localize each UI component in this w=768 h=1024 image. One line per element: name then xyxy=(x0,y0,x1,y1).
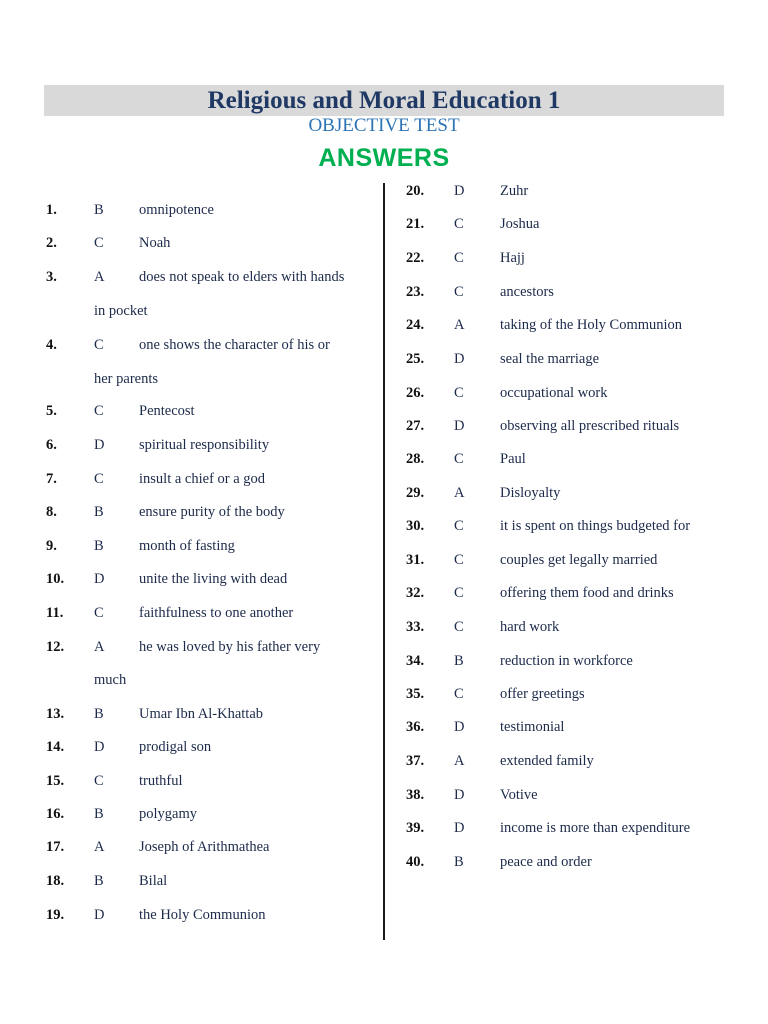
answer-text: income is more than expenditure xyxy=(500,820,691,836)
answer-number: 31. xyxy=(406,552,425,568)
answer-letter: B xyxy=(454,854,464,870)
answer-number: 3. xyxy=(46,269,57,285)
answer-letter: C xyxy=(94,605,104,621)
answer-letter: D xyxy=(454,183,465,199)
answer-number: 20. xyxy=(406,183,425,199)
answer-letter: C xyxy=(94,235,104,251)
answer-text-continuation: in pocket xyxy=(94,303,148,319)
answer-number: 4. xyxy=(46,337,57,353)
answer-text: polygamy xyxy=(139,806,197,822)
answer-number: 17. xyxy=(46,839,65,855)
answer-number: 10. xyxy=(46,571,65,587)
answer-text: offer greetings xyxy=(500,686,585,702)
answer-number: 33. xyxy=(406,619,425,635)
answer-number: 36. xyxy=(406,719,425,735)
answer-number: 29. xyxy=(406,485,425,501)
answer-number: 1. xyxy=(46,202,57,218)
answer-letter: C xyxy=(454,451,464,467)
answer-number: 37. xyxy=(406,753,425,769)
answer-text: month of fasting xyxy=(139,538,235,554)
answer-text: Pentecost xyxy=(139,403,195,419)
answer-number: 21. xyxy=(406,216,425,232)
answer-text: Joseph of Arithmathea xyxy=(139,839,270,855)
answer-letter: C xyxy=(94,337,104,353)
answer-number: 35. xyxy=(406,686,425,702)
title-bar xyxy=(44,85,724,116)
answer-number: 7. xyxy=(46,471,57,487)
answer-number: 12. xyxy=(46,639,65,655)
answer-letter: A xyxy=(94,639,105,655)
answer-text: offering them food and drinks xyxy=(500,585,674,601)
answer-number: 18. xyxy=(46,873,65,889)
answer-text: Disloyalty xyxy=(500,485,561,501)
answer-text: he was loved by his father very xyxy=(139,639,321,655)
answer-text: ensure purity of the body xyxy=(139,504,285,520)
answer-text: truthful xyxy=(139,773,183,789)
answer-number: 23. xyxy=(406,284,425,300)
answer-text: Hajj xyxy=(500,250,525,266)
answer-text: Votive xyxy=(500,787,538,803)
answer-letter: B xyxy=(94,706,104,722)
answer-letter: D xyxy=(94,571,105,587)
answer-text: prodigal son xyxy=(139,739,212,755)
answer-text: Bilal xyxy=(139,873,168,889)
answer-number: 8. xyxy=(46,504,57,520)
answer-text: insult a chief or a god xyxy=(139,471,266,487)
answer-letter: C xyxy=(454,284,464,300)
answer-letter: C xyxy=(454,250,464,266)
answer-letter: A xyxy=(454,485,465,501)
answer-text: ancestors xyxy=(500,284,554,300)
answer-number: 13. xyxy=(46,706,65,722)
answer-text: observing all prescribed rituals xyxy=(500,418,680,434)
answer-text: Umar Ibn Al-Khattab xyxy=(139,706,264,722)
answer-number: 34. xyxy=(406,653,425,669)
answer-letter: C xyxy=(454,552,464,568)
answer-letter: D xyxy=(454,719,465,735)
answer-text: Joshua xyxy=(500,216,540,232)
answer-text: extended family xyxy=(500,753,594,769)
answer-number: 9. xyxy=(46,538,57,554)
answer-number: 5. xyxy=(46,403,57,419)
answer-letter: B xyxy=(94,538,104,554)
answer-number: 22. xyxy=(406,250,425,266)
answer-letter: A xyxy=(94,839,105,855)
answer-number: 32. xyxy=(406,585,425,601)
answer-number: 2. xyxy=(46,235,57,251)
answer-number: 30. xyxy=(406,518,425,534)
answer-letter: D xyxy=(94,437,105,453)
answer-number: 11. xyxy=(46,605,64,621)
answer-letter: D xyxy=(94,907,105,923)
answer-text: peace and order xyxy=(500,854,592,870)
answer-text: faithfulness to one another xyxy=(139,605,294,621)
answer-number: 25. xyxy=(406,351,425,367)
answer-number: 16. xyxy=(46,806,65,822)
answer-letter: A xyxy=(94,269,105,285)
answer-text-continuation: her parents xyxy=(94,371,159,387)
answer-text: couples get legally married xyxy=(500,552,658,568)
answer-text: reduction in workforce xyxy=(500,653,633,669)
answer-text-continuation: much xyxy=(94,672,127,688)
answer-number: 6. xyxy=(46,437,57,453)
answer-letter: B xyxy=(454,653,464,669)
answer-text: taking of the Holy Communion xyxy=(500,317,683,333)
answer-text: seal the marriage xyxy=(500,351,600,367)
answer-text: Zuhr xyxy=(500,183,529,199)
answer-text: Paul xyxy=(500,451,526,467)
answer-text: the Holy Communion xyxy=(139,907,266,923)
answer-number: 15. xyxy=(46,773,65,789)
answer-text: Noah xyxy=(139,235,171,251)
answer-letter: A xyxy=(454,317,465,333)
answer-letter: D xyxy=(94,739,105,755)
answer-letter: D xyxy=(454,351,465,367)
answer-letter: D xyxy=(454,787,465,803)
answer-letter: C xyxy=(454,619,464,635)
answer-number: 24. xyxy=(406,317,425,333)
answer-number: 28. xyxy=(406,451,425,467)
answer-number: 38. xyxy=(406,787,425,803)
answer-letter: B xyxy=(94,873,104,889)
answer-text: it is spent on things budgeted for xyxy=(500,518,691,534)
answer-letter: B xyxy=(94,504,104,520)
answer-letter: C xyxy=(454,385,464,401)
answer-letter: B xyxy=(94,806,104,822)
answer-letter: C xyxy=(94,471,104,487)
answer-letter: C xyxy=(94,403,104,419)
answer-letter: D xyxy=(454,418,465,434)
column-divider xyxy=(383,183,385,940)
answer-number: 14. xyxy=(46,739,65,755)
answer-text: does not speak to elders with hands xyxy=(139,269,345,285)
answer-text: occupational work xyxy=(500,385,608,401)
answer-letter: C xyxy=(454,216,464,232)
document-subtitle: OBJECTIVE TEST xyxy=(308,115,460,136)
answer-letter: C xyxy=(94,773,104,789)
answer-letter: C xyxy=(454,686,464,702)
answer-number: 19. xyxy=(46,907,65,923)
answer-letter: A xyxy=(454,753,465,769)
answer-letter: B xyxy=(94,202,104,218)
answer-text: hard work xyxy=(500,619,560,635)
answer-number: 39. xyxy=(406,820,425,836)
answer-text: one shows the character of his or xyxy=(139,337,330,353)
answer-letter: C xyxy=(454,518,464,534)
answer-text: spiritual responsibility xyxy=(139,437,270,453)
answer-number: 26. xyxy=(406,385,425,401)
answers-heading: ANSWERS xyxy=(318,144,450,172)
answer-letter: D xyxy=(454,820,465,836)
answer-number: 40. xyxy=(406,854,425,870)
answer-text: omnipotence xyxy=(139,202,214,218)
answer-number: 27. xyxy=(406,418,425,434)
answer-text: unite the living with dead xyxy=(139,571,288,587)
answer-letter: C xyxy=(454,585,464,601)
document-title: Religious and Moral Education 1 xyxy=(207,87,561,114)
answer-text: testimonial xyxy=(500,719,565,735)
